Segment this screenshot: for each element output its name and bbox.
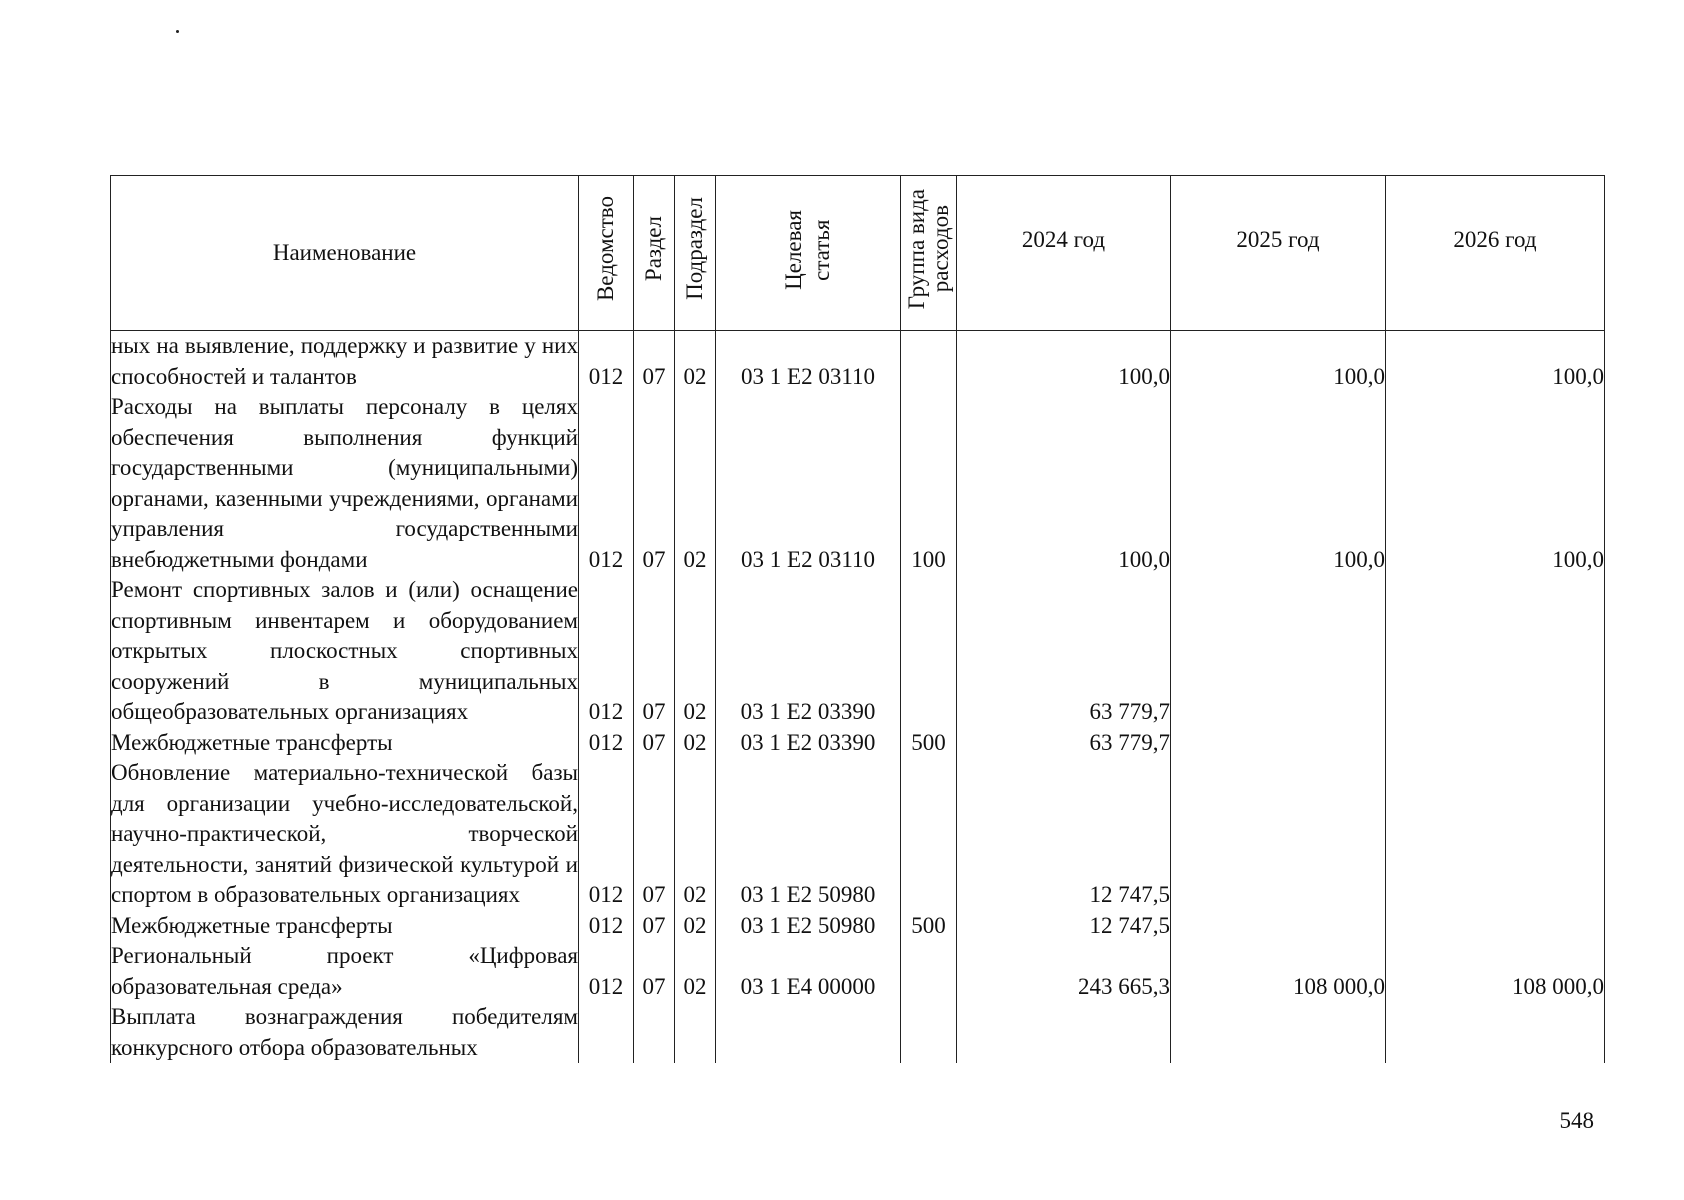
row-2026: 100,0 <box>1386 392 1605 575</box>
row-2025 <box>1171 911 1386 942</box>
row-group <box>901 941 957 1002</box>
table-row <box>111 941 1605 1002</box>
row-2026 <box>1386 911 1605 942</box>
row-target <box>716 1002 901 1063</box>
budget-table <box>110 175 1605 1063</box>
header-target-line1: Целевая <box>781 209 806 290</box>
row-2025 <box>1171 1002 1386 1063</box>
row-2024: 243 665,3 <box>957 941 1171 1002</box>
row-razdel: 07 <box>634 575 675 728</box>
row-vedomstvo: 012 <box>579 575 634 728</box>
row-group: 500 <box>901 728 957 759</box>
row-2026 <box>1386 1002 1605 1063</box>
row-2024: 100,0 <box>957 392 1171 575</box>
row-razdel: 07 <box>634 941 675 1002</box>
row-group <box>901 1002 957 1063</box>
row-name: Обновление материально-технической базы для организации учебно-исследовательской, научно-практической, творческой деятельности, занятий физической культурой и спортом в образовательных организациях <box>111 758 579 911</box>
row-name: ных на выявление, поддержку и развитие у них способностей и талантов <box>111 331 579 392</box>
table-row <box>111 728 1605 759</box>
header-vedomstvo: Ведомство <box>579 176 634 331</box>
row-2025 <box>1171 758 1386 911</box>
row-2026 <box>1386 758 1605 911</box>
header-name: Наименование <box>111 176 579 331</box>
row-2025: 100,0 <box>1171 392 1386 575</box>
header-2026: 2026 год <box>1386 176 1605 331</box>
header-group-line2: расходов <box>927 205 953 293</box>
row-razdel: 07 <box>634 392 675 575</box>
row-razdel: 07 <box>634 331 675 392</box>
header-2024: 2024 год <box>957 176 1171 331</box>
row-vedomstvo <box>579 1002 634 1063</box>
table-header-row <box>111 176 1605 331</box>
row-name: Межбюджетные трансферты <box>111 911 579 942</box>
row-2026 <box>1386 728 1605 759</box>
row-2026: 108 000,0 <box>1386 941 1605 1002</box>
row-razdel <box>634 1002 675 1063</box>
row-2025: 108 000,0 <box>1171 941 1386 1002</box>
row-target: 03 1 Е2 50980 <box>716 758 901 911</box>
row-razdel: 07 <box>634 758 675 911</box>
row-name: Региональный проект «Цифровая образовательная среда» <box>111 941 579 1002</box>
row-target: 03 1 Е4 00000 <box>716 941 901 1002</box>
row-2024: 100,0 <box>957 331 1171 392</box>
row-podrazdel <box>675 1002 716 1063</box>
row-target: 03 1 Е2 03110 <box>716 392 901 575</box>
table-row <box>111 758 1605 911</box>
row-vedomstvo: 012 <box>579 331 634 392</box>
row-podrazdel: 02 <box>675 392 716 575</box>
row-podrazdel: 02 <box>675 941 716 1002</box>
row-2024: 63 779,7 <box>957 728 1171 759</box>
row-name: Ремонт спортивных залов и (или) оснащение спортивным инвентарем и оборудованием открытых плоскостных спортивных сооружений в муниципальных общеобразовательных организациях <box>111 575 579 728</box>
header-podrazdel: Подраздел <box>675 176 716 331</box>
header-group-line1: Группа вида <box>903 188 929 309</box>
row-podrazdel: 02 <box>675 575 716 728</box>
row-2026 <box>1386 575 1605 728</box>
row-2025 <box>1171 728 1386 759</box>
page-number: 548 <box>1559 1108 1594 1133</box>
row-vedomstvo: 012 <box>579 941 634 1002</box>
row-2025 <box>1171 575 1386 728</box>
row-group: 100 <box>901 392 957 575</box>
row-vedomstvo: 012 <box>579 392 634 575</box>
scan-speck <box>176 30 179 33</box>
row-podrazdel: 02 <box>675 911 716 942</box>
table-row <box>111 331 1605 392</box>
row-2024: 12 747,5 <box>957 758 1171 911</box>
row-group <box>901 331 957 392</box>
table-row <box>111 392 1605 575</box>
row-target: 03 1 Е2 03110 <box>716 331 901 392</box>
row-2025: 100,0 <box>1171 331 1386 392</box>
row-2026: 100,0 <box>1386 331 1605 392</box>
row-2024 <box>957 1002 1171 1063</box>
row-podrazdel: 02 <box>675 758 716 911</box>
row-razdel: 07 <box>634 911 675 942</box>
row-target: 03 1 Е2 03390 <box>716 728 901 759</box>
header-group <box>901 176 957 331</box>
row-podrazdel: 02 <box>675 728 716 759</box>
row-2024: 63 779,7 <box>957 575 1171 728</box>
row-vedomstvo: 012 <box>579 758 634 911</box>
header-razdel: Раздел <box>634 176 675 331</box>
table-row <box>111 1002 1605 1063</box>
row-target: 03 1 Е2 50980 <box>716 911 901 942</box>
row-name: Межбюджетные трансферты <box>111 728 579 759</box>
header-target <box>716 176 901 331</box>
row-vedomstvo: 012 <box>579 911 634 942</box>
row-name: Выплата вознаграждения победителям конкурсного отбора образовательных <box>111 1002 579 1063</box>
row-podrazdel: 02 <box>675 331 716 392</box>
table-row <box>111 911 1605 942</box>
row-2024: 12 747,5 <box>957 911 1171 942</box>
row-target: 03 1 Е2 03390 <box>716 575 901 728</box>
table-row <box>111 575 1605 728</box>
row-vedomstvo: 012 <box>579 728 634 759</box>
row-group <box>901 758 957 911</box>
row-name: Расходы на выплаты персоналу в целях обеспечения выполнения функций государственными (муниципальными) органами, казенными учреждениями, органами управления государственными внебюджетными фондами <box>111 392 579 575</box>
header-2025: 2025 год <box>1171 176 1386 331</box>
row-group: 500 <box>901 911 957 942</box>
row-group <box>901 575 957 728</box>
row-razdel: 07 <box>634 728 675 759</box>
header-target-line2: статья <box>809 218 834 281</box>
